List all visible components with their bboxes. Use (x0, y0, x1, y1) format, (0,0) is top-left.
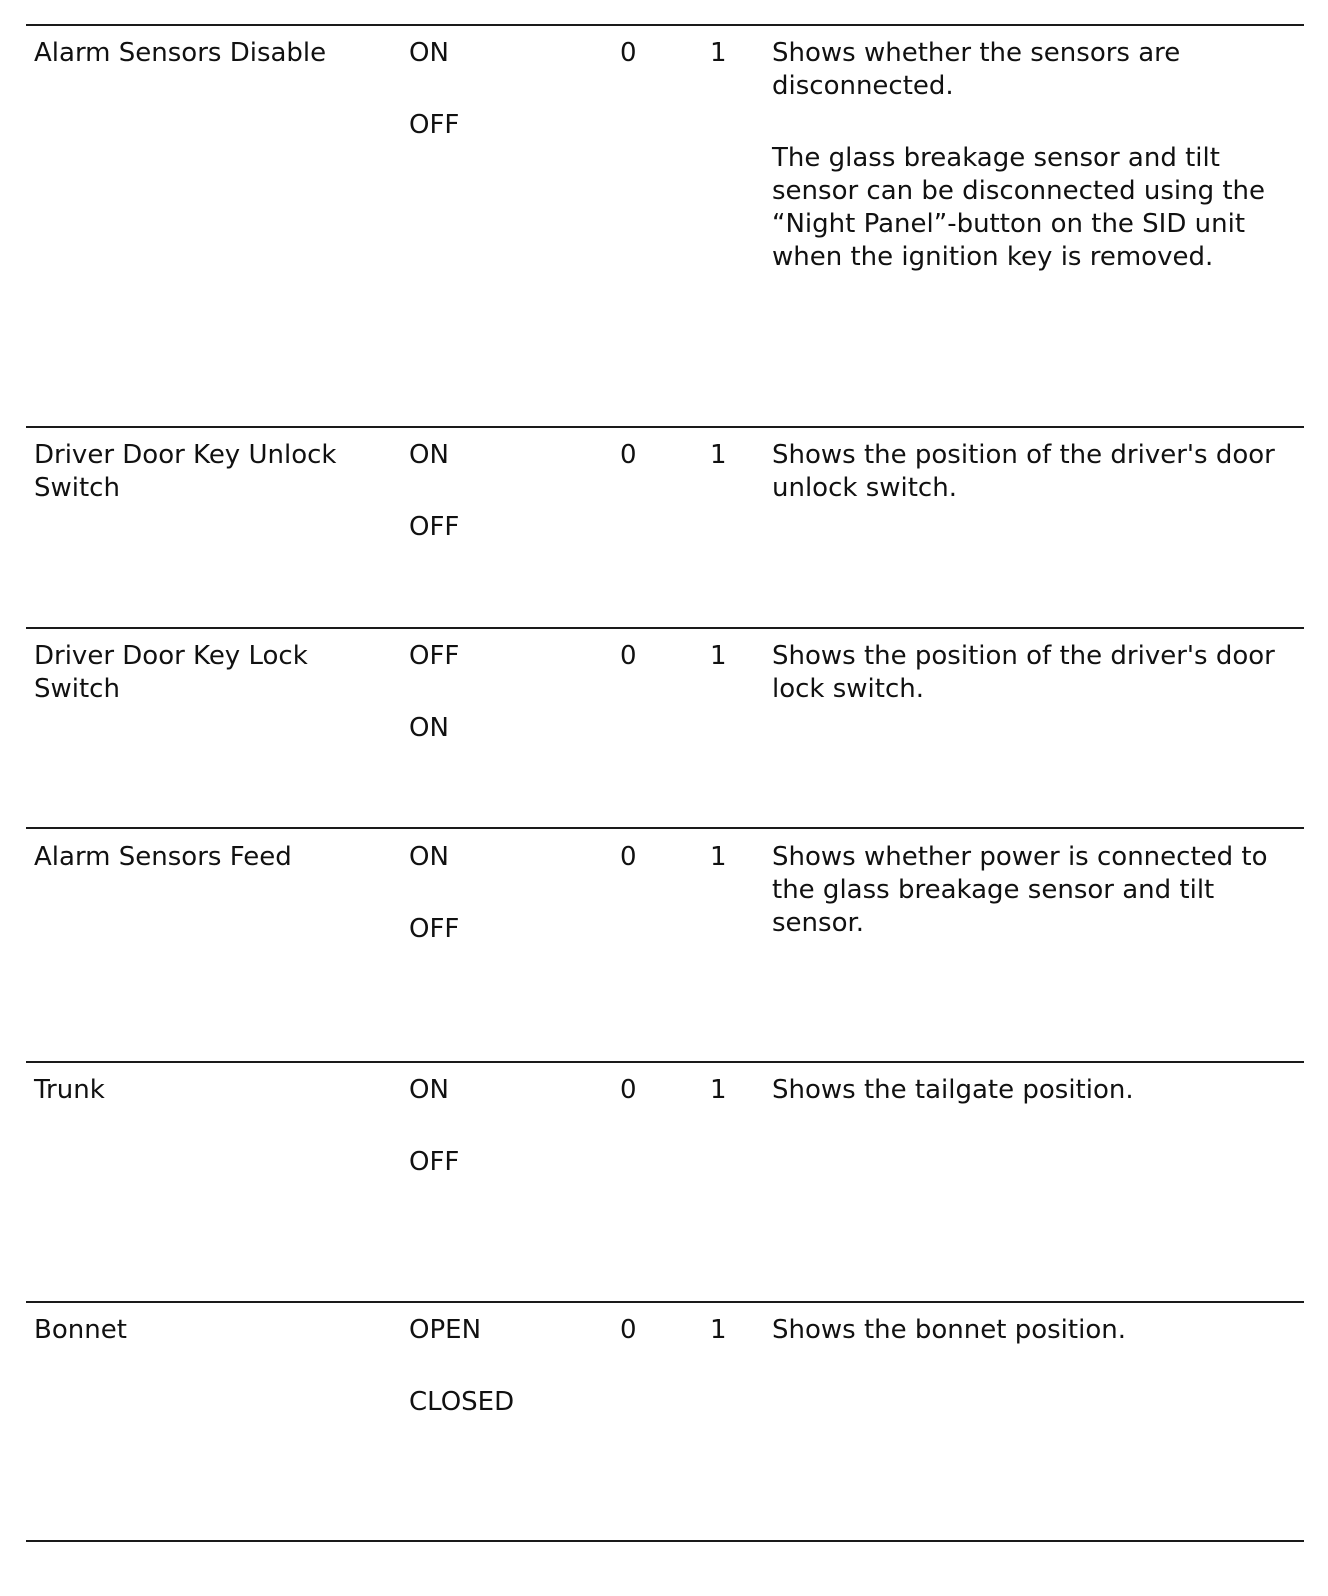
state-value: OFF (409, 512, 460, 542)
signal-description (772, 640, 1302, 745)
max-value: 1 (710, 1315, 727, 1345)
signal-states (409, 1074, 579, 1218)
description-paragraph: Shows the tailgate position. (772, 1075, 1134, 1105)
max-value: 1 (710, 1075, 727, 1105)
signal-name: Alarm Sensors Feed (34, 842, 292, 872)
state-value: ON (409, 713, 449, 743)
min-value: 0 (620, 1315, 637, 1345)
min-value: 0 (620, 38, 637, 68)
min-value: 0 (620, 1075, 637, 1105)
signal-name: Trunk (34, 1075, 105, 1105)
table-divider (26, 1301, 1304, 1303)
state-value: CLOSED (409, 1387, 515, 1417)
signal-name: Driver Door Key Lock Switch (34, 641, 308, 704)
max-value: 1 (710, 38, 727, 68)
table-divider (26, 827, 1304, 829)
state-value: OFF (409, 110, 460, 140)
signal-states (409, 439, 579, 583)
signal-description (772, 37, 1302, 313)
description-paragraph: The glass breakage sensor and tilt sensor can be disconnected using the “Night Panel”-button on the SID unit when the ignition key is removed. (772, 143, 1266, 272)
signal-states (409, 841, 579, 985)
state-value: OFF (409, 1147, 460, 1177)
table-divider (26, 426, 1304, 428)
state-value: ON (409, 38, 449, 68)
state-value: OFF (409, 641, 460, 671)
state-value: ON (409, 1075, 449, 1105)
signal-name: Alarm Sensors Disable (34, 38, 327, 68)
min-value: 0 (620, 641, 637, 671)
description-paragraph: Shows the bonnet position. (772, 1315, 1126, 1345)
table-divider (26, 627, 1304, 629)
state-value: OFF (409, 914, 460, 944)
max-value: 1 (710, 641, 727, 671)
table-divider (26, 1061, 1304, 1063)
description-paragraph: Shows whether power is connected to the glass breakage sensor and tilt sensor. (772, 842, 1268, 938)
signal-description (772, 1314, 1302, 1386)
max-value: 1 (710, 842, 727, 872)
state-value: ON (409, 440, 449, 470)
signal-description (772, 439, 1302, 544)
description-paragraph: Shows the position of the driver's door lock switch. (772, 641, 1275, 704)
signal-states (409, 1314, 579, 1458)
signal-states (409, 37, 579, 181)
description-paragraph: Shows whether the sensors are disconnected. (772, 38, 1181, 101)
table-divider (26, 24, 1304, 26)
min-value: 0 (620, 440, 637, 470)
signal-description (772, 841, 1302, 979)
signal-name: Driver Door Key Unlock Switch (34, 440, 337, 503)
signal-description (772, 1074, 1302, 1146)
signal-states (409, 640, 579, 784)
min-value: 0 (620, 842, 637, 872)
table-divider (26, 1540, 1304, 1542)
description-paragraph: Shows the position of the driver's door unlock switch. (772, 440, 1275, 503)
signal-name: Bonnet (34, 1315, 127, 1345)
max-value: 1 (710, 440, 727, 470)
state-value: OPEN (409, 1315, 482, 1345)
state-value: ON (409, 842, 449, 872)
